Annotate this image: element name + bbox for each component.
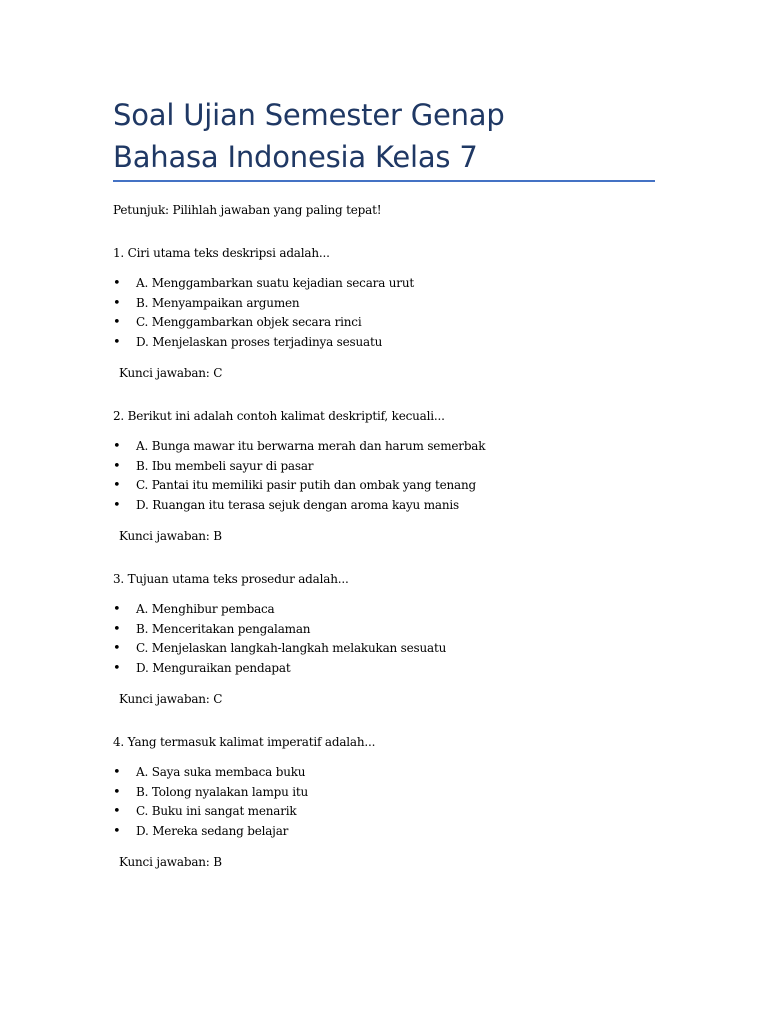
option-item <box>113 783 656 803</box>
option-item <box>113 333 656 353</box>
document-page <box>113 94 656 870</box>
option-item <box>113 496 656 516</box>
option-text: A. Menghibur pembaca <box>136 602 275 616</box>
bullet-icon: • <box>113 602 121 617</box>
option-text: C. Pantai itu memiliki pasir putih dan ombak yang tenang <box>136 478 477 492</box>
answer-key: Kunci jawaban: B <box>119 529 222 543</box>
option-list <box>113 437 656 515</box>
document-title <box>113 94 656 178</box>
option-text: B. Menceritakan pengalaman <box>136 621 311 636</box>
answer-key: Kunci jawaban: C <box>119 692 223 706</box>
option-item <box>113 763 656 783</box>
option-text: A. Saya suka membaca buku <box>136 765 306 779</box>
option-list <box>113 274 656 352</box>
title-underline <box>113 180 655 182</box>
bullet-icon: • <box>113 497 121 513</box>
bullet-icon: • <box>113 823 121 839</box>
option-text: D. Menguraikan pendapat <box>136 660 291 675</box>
option-text: B. Menyampaikan argumen <box>136 295 300 310</box>
question-block <box>113 408 656 544</box>
bullet-icon: • <box>113 334 121 350</box>
answer-key: Kunci jawaban: B <box>119 855 222 869</box>
question-text: 2. Berikut ini adalah contoh kalimat deskriptif, kecuali... <box>113 409 445 423</box>
option-text: C. Buku ini sangat menarik <box>136 804 297 818</box>
option-text: B. Ibu membeli sayur di pasar <box>136 458 314 473</box>
question-block <box>113 571 656 707</box>
question-text: 1. Ciri utama teks deskripsi adalah... <box>113 246 330 260</box>
option-item <box>113 313 656 333</box>
option-list <box>113 600 656 678</box>
bullet-icon: • <box>113 621 121 637</box>
option-item <box>113 802 656 822</box>
option-item <box>113 274 656 294</box>
bullet-icon: • <box>113 439 121 454</box>
option-text: D. Menjelaskan proses terjadinya sesuatu <box>136 334 383 349</box>
option-item <box>113 600 656 620</box>
bullet-icon: • <box>113 295 121 311</box>
bullet-icon: • <box>113 660 121 676</box>
bullet-icon: • <box>113 784 121 800</box>
instruction-text: Petunjuk: Pilihlah jawaban yang paling tepat! <box>113 203 382 217</box>
bullet-icon: • <box>113 478 121 493</box>
bullet-icon: • <box>113 804 121 819</box>
option-item <box>113 822 656 842</box>
bullet-icon: • <box>113 315 121 330</box>
bullet-icon: • <box>113 765 121 780</box>
question-block <box>113 245 656 381</box>
option-text: B. Tolong nyalakan lampu itu <box>136 784 309 799</box>
question-text: 4. Yang termasuk kalimat imperatif adalah... <box>113 735 376 749</box>
title-line-1: Soal Ujian Semester Genap <box>113 98 505 132</box>
bullet-icon: • <box>113 458 121 474</box>
option-text: A. Bunga mawar itu berwarna merah dan harum semerbak <box>136 439 486 453</box>
option-text: D. Mereka sedang belajar <box>136 823 289 838</box>
option-text: C. Menggambarkan objek secara rinci <box>136 315 362 329</box>
option-item <box>113 659 656 679</box>
option-item <box>113 476 656 496</box>
option-list <box>113 763 656 841</box>
option-text: C. Menjelaskan langkah-langkah melakukan sesuatu <box>136 641 447 655</box>
option-item <box>113 437 656 457</box>
bullet-icon: • <box>113 276 121 291</box>
option-text: D. Ruangan itu terasa sejuk dengan aroma kayu manis <box>136 497 459 512</box>
question-block <box>113 734 656 870</box>
question-text: 3. Tujuan utama teks prosedur adalah... <box>113 572 349 586</box>
option-item <box>113 294 656 314</box>
answer-key: Kunci jawaban: C <box>119 366 223 380</box>
option-item <box>113 639 656 659</box>
title-line-2: Bahasa Indonesia Kelas 7 <box>113 140 478 174</box>
option-text: A. Menggambarkan suatu kejadian secara urut <box>136 276 414 290</box>
option-item <box>113 620 656 640</box>
option-item <box>113 457 656 477</box>
bullet-icon: • <box>113 641 121 656</box>
